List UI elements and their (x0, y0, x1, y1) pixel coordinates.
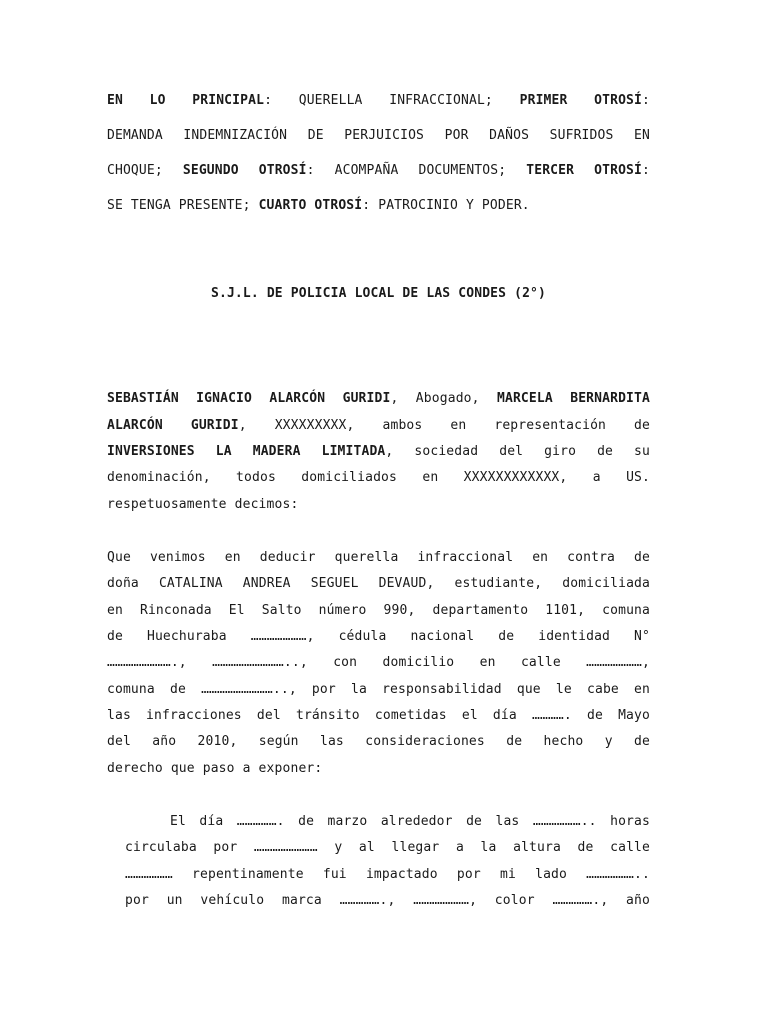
text-run: , XXXXXXXXX, ambos en representación de (238, 418, 650, 433)
header-line (107, 198, 650, 214)
text-run: : (642, 163, 650, 178)
facts-line: circulaba por …………………… y al llegar a la altura de calle (125, 840, 650, 855)
bold-text: MARCELA BERNARDITA (497, 391, 650, 406)
facts-line: El día ……………. de marzo alrededor de las ……………….. horas (170, 814, 650, 829)
facts-line: ……………… repentinamente fui impactado por mi lado ……………….. (125, 867, 650, 882)
court-heading: S.J.L. DE POLICIA LOCAL DE LAS CONDES (2°) (210, 286, 547, 301)
complaint-line: comuna de ……………………….., por la responsabilidad que le cabe en (107, 682, 650, 697)
complaint-line: en Rinconada El Salto número 990, departamento 1101, comuna (107, 603, 650, 618)
text-run: : (642, 93, 650, 108)
text-run: respetuosamente decimos: (107, 497, 299, 512)
complaint-line: derecho que paso a exponer: (107, 761, 323, 776)
complaint-line: las infracciones del tránsito cometidas el día …………. de Mayo (107, 708, 650, 723)
header-line (107, 93, 650, 109)
text-run: CHOQUE; (107, 163, 183, 178)
header-line (107, 128, 650, 144)
text-run: denominación, todos domiciliados en XXXXXXXXXXXX, a US. (107, 470, 650, 485)
bold-text: TERCER OTROSÍ (526, 163, 643, 178)
complaint-line: ……………………., ……………………….., con domicilio en calle …………………, (107, 655, 650, 670)
text-run: DEMANDA INDEMNIZACIÓN DE PERJUICIOS POR DAÑOS SUFRIDOS EN (107, 128, 650, 143)
text-run: , sociedad del giro de su (385, 444, 650, 459)
parties-line (107, 391, 650, 407)
parties-line (107, 418, 650, 434)
text-run: SE TENGA PRESENTE; (107, 198, 259, 213)
bold-text: EN LO PRINCIPAL (107, 93, 265, 108)
bold-text: ALARCÓN GURIDI (107, 418, 239, 433)
bold-text: CUARTO OTROSÍ (258, 198, 363, 213)
text-run: : ACOMPAÑA DOCUMENTOS; (306, 163, 527, 178)
complaint-line: del año 2010, según las consideraciones de hecho y de (107, 734, 650, 749)
parties-line (107, 470, 650, 486)
parties-line (107, 444, 650, 460)
bold-text: INVERSIONES LA MADERA LIMITADA (107, 444, 386, 459)
bold-text: PRIMER OTROSÍ (519, 93, 643, 108)
bold-text: SEGUNDO OTROSÍ (182, 163, 307, 178)
text-run: , Abogado, (390, 391, 497, 406)
text-run: : QUERELLA INFRACCIONAL; (264, 93, 520, 108)
facts-line: por un vehículo marca ……………., …………………, color ……………., año (125, 893, 650, 908)
complaint-line: doña CATALINA ANDREA SEGUEL DEVAUD, estudiante, domiciliada (107, 576, 650, 591)
parties-line (107, 497, 650, 513)
header-line (107, 163, 650, 179)
bold-text: SEBASTIÁN IGNACIO ALARCÓN GURIDI (107, 391, 391, 406)
text-run: : PATROCINIO Y PODER. (362, 198, 530, 213)
complaint-line: de Huechuraba …………………, cédula nacional de identidad N° (107, 629, 650, 644)
complaint-line: Que venimos en deducir querella infraccional en contra de (107, 550, 650, 565)
